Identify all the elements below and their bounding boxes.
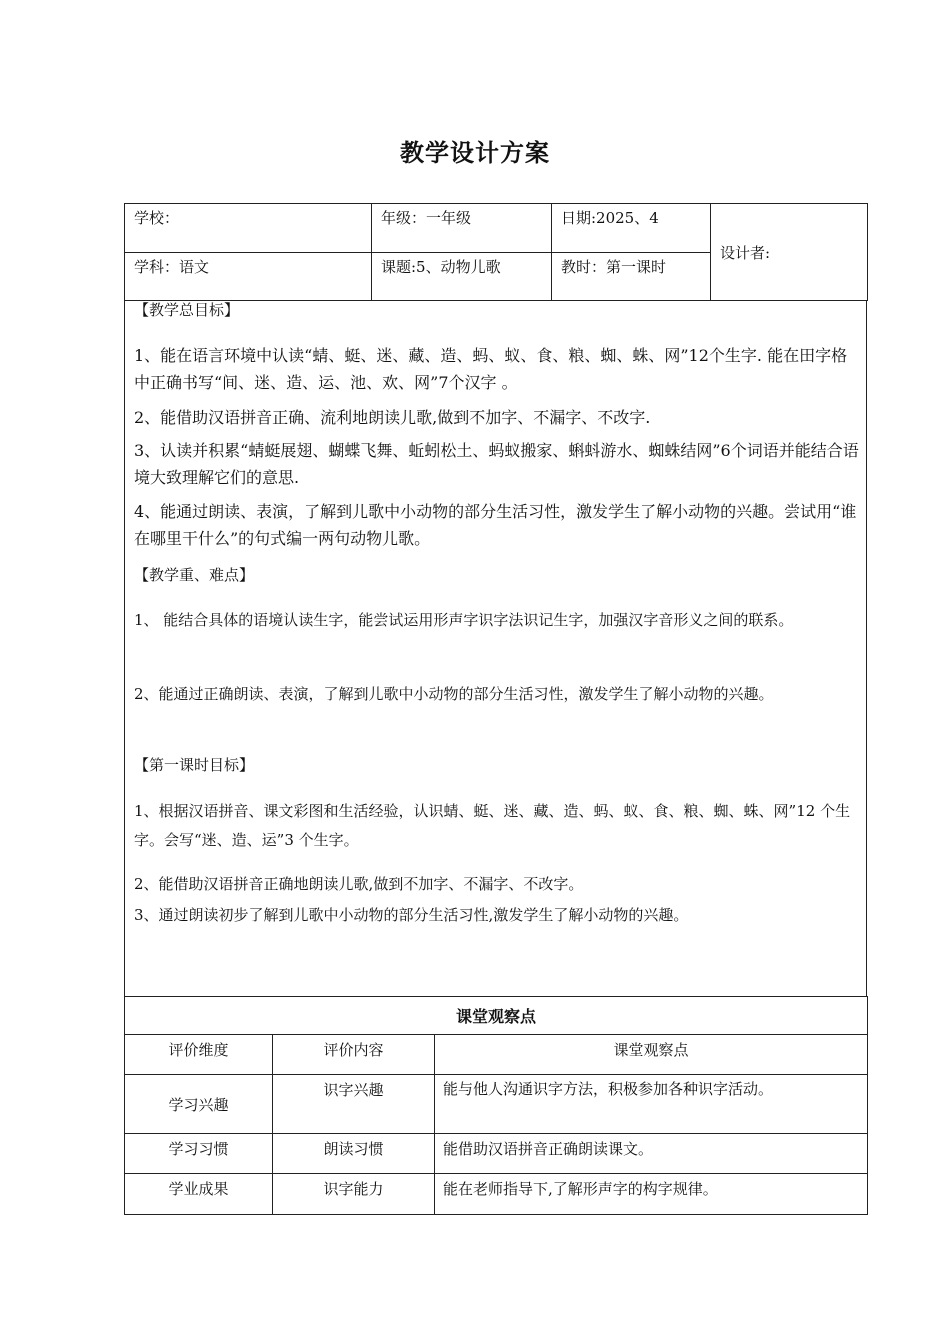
school-cell: 学校： <box>125 204 372 253</box>
page-title: 教学设计方案 <box>400 139 550 167</box>
grade-cell: 年级：一年级 <box>372 204 552 253</box>
period-cell: 教时：第一课时 <box>552 252 711 301</box>
row-content: 识字能力 <box>273 1174 435 1215</box>
row-dimension: 学习习惯 <box>125 1134 273 1174</box>
subject-cell: 学科：语文 <box>125 252 372 301</box>
row-dimension: 学习兴趣 <box>125 1075 273 1134</box>
overall-goal-4: 4、能通过朗读、表演，了解到儿歌中小动物的部分生活习性，激发学生了解小动物的兴趣。尝试用“谁在哪里干什么”的句式编一两句动物儿歌。 <box>134 502 857 548</box>
key-point-1: 1、 能结合具体的语境认读生字，能尝试运用形声字识字法识记生字，加强汉字音形义之间的联系。 <box>134 611 794 629</box>
key-point-2: 2、能通过正确朗读、表演，了解到儿歌中小动物的部分生活习性，激发学生了解小动物的兴趣。 <box>134 685 774 703</box>
table-row <box>125 1134 868 1174</box>
row-content: 朗读习惯 <box>273 1134 435 1174</box>
overall-goal-3: 3、认读并积累“蜻蜓展翅、蝴蝶飞舞、蚯蚓松土、蚂蚁搬家、蝌蚪游水、蜘蛛结网”6个词语并能结合语境大致理解它们的意思. <box>134 441 859 487</box>
row-observation: 能在老师指导下,了解形声字的构字规律。 <box>435 1174 868 1215</box>
header-dimension: 评价维度 <box>125 1035 273 1075</box>
header-observation: 课堂观察点 <box>435 1035 868 1075</box>
lesson-goal-3: 3、通过朗读初步了解到儿歌中小动物的部分生活习性,激发学生了解小动物的兴趣。 <box>134 906 689 924</box>
designer-cell: 设计者: <box>711 204 868 301</box>
row-observation: 能借助汉语拼音正确朗读课文。 <box>435 1134 868 1174</box>
header-table <box>124 203 868 301</box>
overall-goals-heading: 【教学总目标】 <box>134 301 240 319</box>
key-points-heading: 【教学重、难点】 <box>134 566 255 584</box>
lesson-goal-2: 2、能借助汉语拼音正确地朗读儿歌,做到不加字、不漏字、不改字。 <box>134 875 584 893</box>
lesson-goal-1: 1、根据汉语拼音、课文彩图和生活经验，认识蜻、蜓、迷、藏、造、蚂、蚁、食、粮、蜘、蛛、网”12 个生字。会写“迷、造、运”3 个生字。 <box>134 802 851 849</box>
row-observation: 能与他人沟通识字方法，积极参加各种识字活动。 <box>435 1075 868 1134</box>
topic-cell: 课题:5、动物儿歌 <box>372 252 552 301</box>
row-content: 识字兴趣 <box>273 1075 435 1134</box>
overall-goal-2: 2、能借助汉语拼音正确、流利地朗读儿歌,做到不加字、不漏字、不改字. <box>134 408 651 427</box>
row-dimension: 学业成果 <box>125 1174 273 1215</box>
table-row <box>125 1075 868 1134</box>
observation-table <box>124 996 868 1215</box>
observation-caption: 课堂观察点 <box>125 997 868 1035</box>
overall-goal-1: 1、能在语言环境中认读“蜻、蜓、迷、藏、造、蚂、蚁、食、粮、蜘、蛛、网”12个生字. 能在田字格中正确书写“间、迷、造、运、池、欢、网”7个汉字 。 <box>134 346 848 392</box>
date-cell: 日期:2025、4 <box>552 204 711 253</box>
header-content: 评价内容 <box>273 1035 435 1075</box>
table-row <box>125 1174 868 1215</box>
lesson-goals-heading: 【第一课时目标】 <box>134 756 255 774</box>
